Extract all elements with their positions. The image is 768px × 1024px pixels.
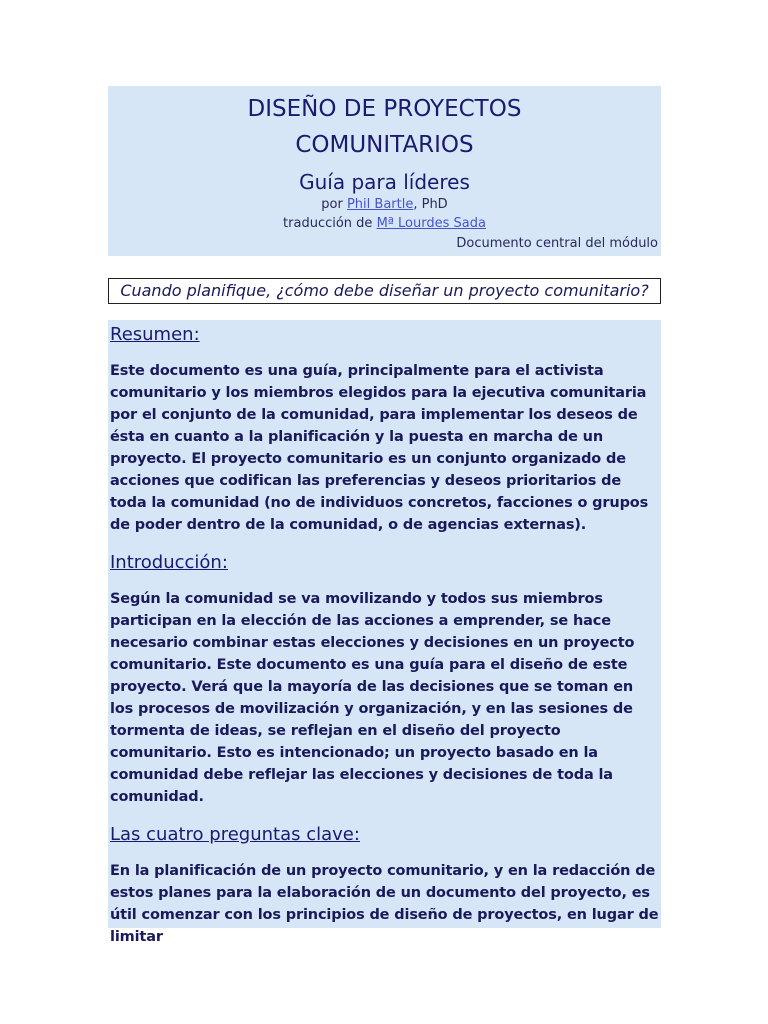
document-title xyxy=(108,86,661,163)
title-line-2: COMUNITARIOS xyxy=(295,132,474,158)
section-heading-resumen: Resumen: xyxy=(110,324,200,345)
section-body-preguntas: En la planificación de un proyecto comunitario, y en la redacción de estos planes para la elaboración de un documento del proyecto, es útil comenzar con los principios de diseño de proyectos, en lugar de limitar xyxy=(110,863,659,945)
module-note: Documento central del módulo xyxy=(456,236,658,251)
author-suffix: , PhD xyxy=(413,197,448,212)
author-line xyxy=(108,195,661,214)
author-prefix: por xyxy=(321,197,347,212)
document-subtitle: Guía para líderes xyxy=(299,170,470,194)
title-line-1: DISEÑO DE PROYECTOS xyxy=(247,96,522,122)
section-body-resumen: Este documento es una guía, principalmente para el activista comunitario y los miembros elegidos para la ejecutiva comunitaria por el conjunto de la comunidad, para implementar los deseos de ésta en cuanto a la planificación y la puesta en marcha de un proyecto. El proyecto comunitario es un conjunto organizado de acciones que codifican las preferencias y deseos prioritarios de toda la comunidad (no de individuos concretos, facciones o grupos de poder dentro de la comunidad, o de agencias externas). xyxy=(110,363,649,533)
translator-line xyxy=(108,214,661,233)
section-body-introduccion: Según la comunidad se va movilizando y todos sus miembros participan en la elección de las acciones a emprender, se hace necesario combinar estas elecciones y decisiones en un proyecto comunitario. Este documento es una guía para el diseño de este proyecto. Verá que la mayoría de las decisiones que se toman en los procesos de movilización y organización, y en las sesiones de tormenta de ideas, se reflejan en el diseño del proyecto comunitario. Esto es intencionado; un proyecto basado en la comunidad debe reflejar las elecciones y decisiones de toda la comunidad. xyxy=(110,591,635,805)
document-header xyxy=(108,86,661,256)
author-link[interactable]: Phil Bartle xyxy=(346,197,414,212)
section-heading-introduccion: Introducción: xyxy=(110,552,228,573)
key-question: Cuando planifique, ¿cómo debe diseñar un proyecto comunitario? xyxy=(108,278,661,304)
document-body xyxy=(108,320,661,945)
translator-link[interactable]: Mª Lourdes Sada xyxy=(376,216,486,231)
translator-prefix: traducción de xyxy=(283,216,377,231)
section-heading-preguntas: Las cuatro preguntas clave: xyxy=(110,824,360,845)
